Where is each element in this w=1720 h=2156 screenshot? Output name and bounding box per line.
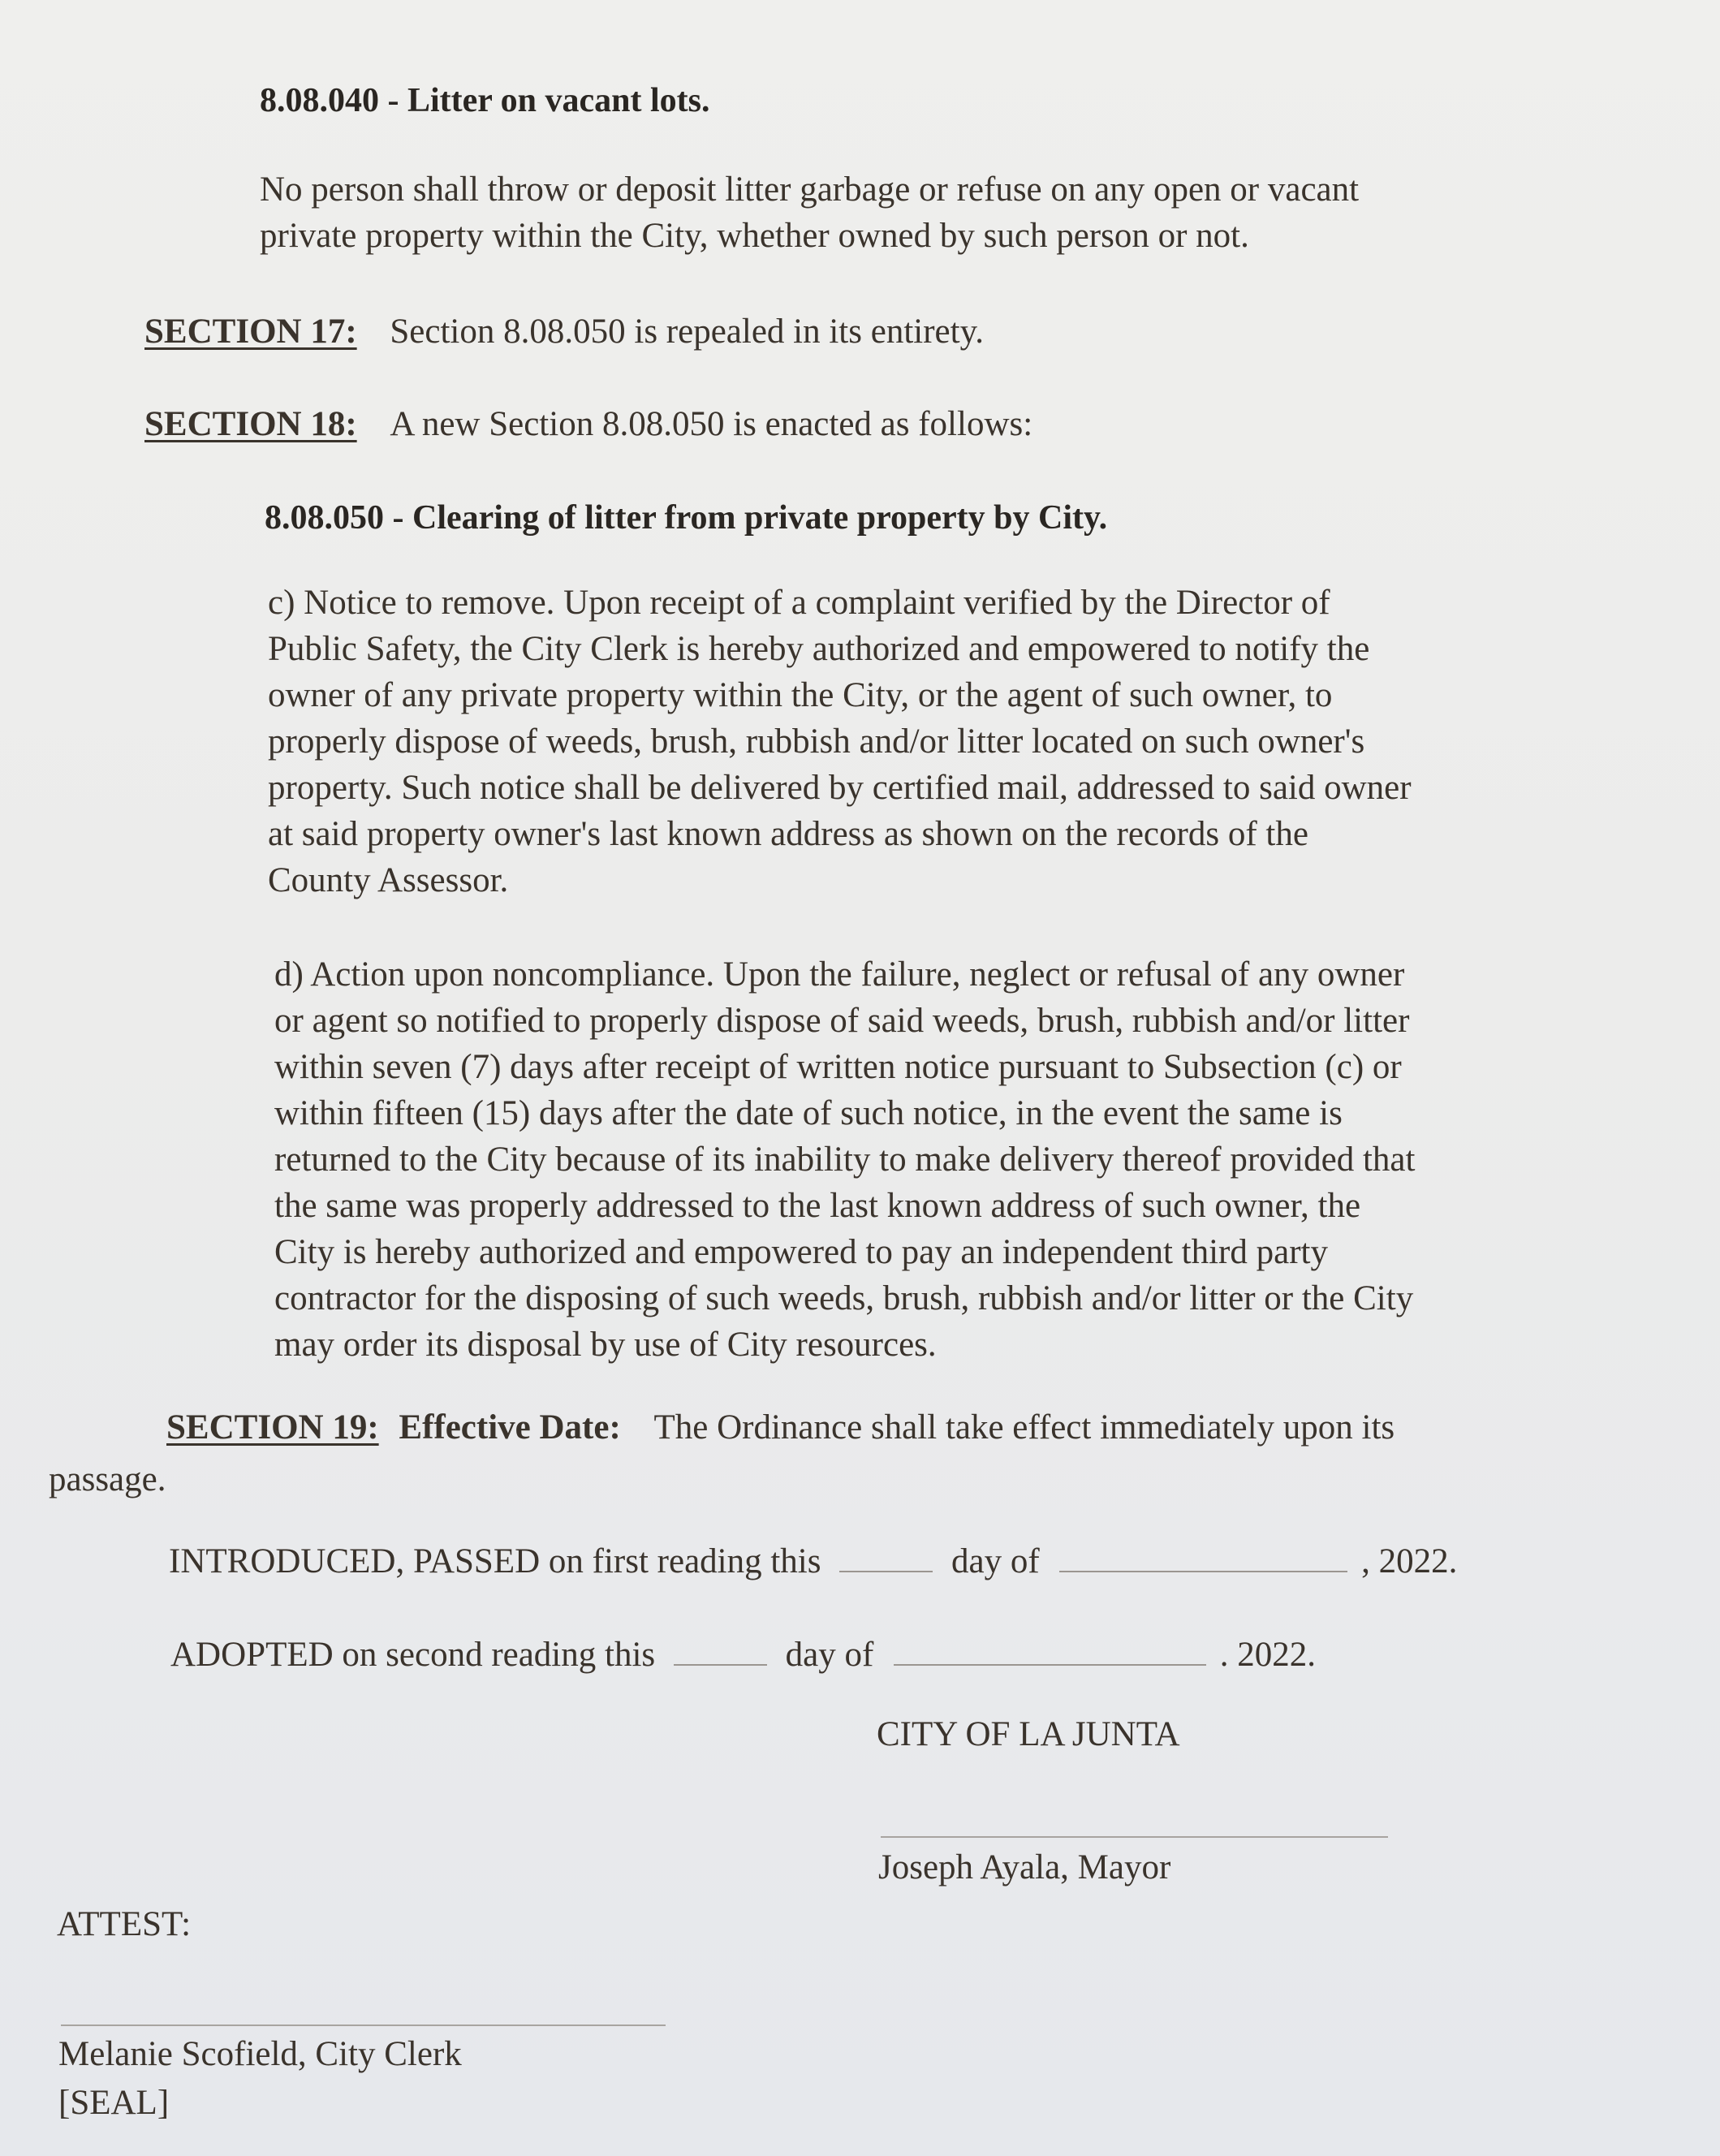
adopted-day-blank[interactable] [674,1663,767,1666]
para-c-line-6: at said property owner's last known address as shown on the records of the [268,815,1308,853]
para-d-line-4: within fifteen (15) days after the date of such notice, in the event the same is [274,1094,1343,1132]
introduced-month-blank[interactable] [1059,1570,1347,1572]
adopted-line [170,1632,1316,1678]
para-d-line-1: d) Action upon noncompliance. Upon the failure, neglect or refusal of any owner [274,955,1405,994]
para-d-line-7: City is hereby authorized and empowered to pay an independent third party [274,1233,1328,1271]
section-19-text: The Ordinance shall take effect immediately upon its [653,1408,1395,1447]
litter-vacant-lots-line-1: No person shall throw or deposit litter garbage or refuse on any open or vacant [260,170,1360,209]
clerk-signature-line[interactable] [61,2024,666,2026]
adopted-day-of: day of [785,1636,874,1674]
para-d-line-2: or agent so notified to properly dispose of said weeds, brush, rubbish and/or litter [274,1002,1410,1040]
section-17-text: Section 8.08.050 is repealed in its entirety. [390,313,985,351]
introduced-year: , 2022. [1361,1542,1458,1580]
para-c-line-3: owner of any private property within the City, or the agent of such owner, to [268,676,1333,714]
para-c-line-7: County Assessor. [268,861,509,899]
para-d-line-5: returned to the City because of its inability to make delivery thereof provided that [274,1141,1416,1179]
heading-8-08-050: 8.08.050 - Clearing of litter from private property by City. [265,499,1108,537]
section-17-label: SECTION 17: [144,313,357,351]
litter-vacant-lots-line-2: private property within the City, whether owned by such person or not. [260,217,1249,255]
para-d-line-6: the same was properly addressed to the last known address of such owner, the [274,1187,1361,1225]
section-18-text: A new Section 8.08.050 is enacted as follows: [390,405,1033,443]
section-19-title: Effective Date: [399,1408,621,1447]
adopted-prefix: ADOPTED on second reading this [170,1636,656,1674]
para-d-line-9: may order its disposal by use of City resources. [274,1326,937,1364]
para-c-line-2: Public Safety, the City Clerk is hereby authorized and empowered to notify the [268,630,1370,668]
seal-label: [SEAL] [58,2084,170,2122]
introduced-day-blank[interactable] [839,1570,933,1572]
section-18-label: SECTION 18: [144,405,357,443]
clerk-name: Melanie Scofield, City Clerk [58,2035,462,2073]
introduced-day-of: day of [951,1542,1040,1580]
section-18 [144,401,1032,447]
section-19-continuation: passage. [49,1460,166,1498]
para-c-line-5: property. Such notice shall be delivered by certified mail, addressed to said owner [268,769,1412,807]
mayor-signature-line[interactable] [881,1836,1388,1838]
adopted-year: . 2022. [1219,1636,1317,1674]
para-c-line-1: c) Notice to remove. Upon receipt of a complaint verified by the Director of [268,584,1330,622]
section-19 [166,1404,1395,1451]
para-d-line-8: contractor for the disposing of such weeds, brush, rubbish and/or litter or the City [274,1279,1414,1317]
introduced-line [169,1538,1457,1585]
introduced-prefix: INTRODUCED, PASSED on first reading this [169,1542,821,1580]
para-d-line-3: within seven (7) days after receipt of written notice pursuant to Subsection (c) or [274,1048,1402,1086]
adopted-month-blank[interactable] [894,1663,1206,1666]
city-name: CITY OF LA JUNTA [877,1715,1180,1753]
para-c-line-4: properly dispose of weeds, brush, rubbish and/or litter located on such owner's [268,722,1365,761]
heading-8-08-040: 8.08.040 - Litter on vacant lots. [260,82,710,119]
section-19-label: SECTION 19: [166,1408,379,1447]
section-17 [144,308,984,355]
mayor-name: Joseph Ayala, Mayor [878,1848,1171,1886]
attest-label: ATTEST: [57,1905,192,1943]
